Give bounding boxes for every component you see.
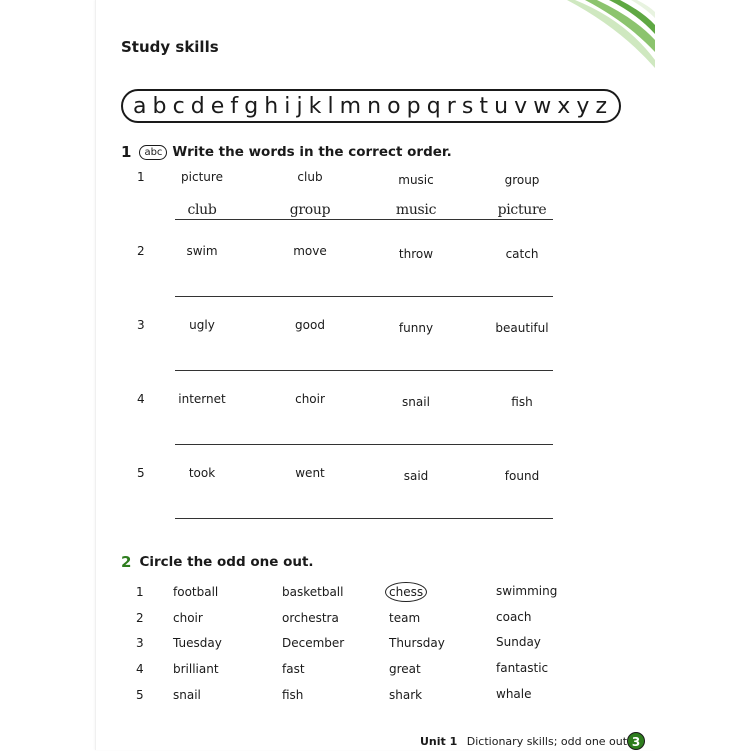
odd-one-out-option[interactable]: Sunday [496,635,541,649]
alphabet-letter: r [446,93,456,119]
exercise-1-title [121,143,452,161]
odd-one-out-option[interactable]: snail [173,688,201,702]
row-number: 1 [137,170,145,184]
odd-one-out-option[interactable]: basketball [282,585,344,599]
alphabet-letter: k [308,93,322,119]
alphabet-letter: u [494,93,509,119]
alphabet-letter: v [514,93,528,119]
exercise-2-title [121,553,314,571]
word: went [295,466,325,480]
odd-one-out-option[interactable]: coach [496,610,532,624]
alphabet-letter: o [387,93,401,119]
page-title: Study skills [121,38,219,56]
handwritten-answer: group [289,202,331,218]
page-footer [420,735,627,748]
word: fish [511,395,533,409]
word: throw [398,247,434,261]
odd-one-out-option[interactable]: swimming [496,584,558,598]
alphabet-letter: n [367,93,382,119]
word: move [293,244,327,258]
row-number: 2 [137,244,145,258]
abc-icon: abc [139,145,167,160]
word: catch [505,247,539,261]
alphabet-letter: d [190,93,205,119]
alphabet-letter: t [479,93,489,119]
odd-one-out-option[interactable]: fish [282,688,304,702]
word: ugly [189,318,215,332]
corner-decoration [545,0,655,70]
odd-one-out-option[interactable]: shark [389,688,423,702]
answer-line[interactable] [175,444,553,445]
odd-one-out-option[interactable]: team [389,611,421,625]
word: swim [186,244,218,258]
alphabet-letter: s [461,93,474,119]
row-number: 4 [137,392,145,406]
word: found [504,469,540,483]
answer-line[interactable] [175,370,553,371]
row-number: 3 [136,636,144,650]
word: good [295,318,325,332]
word: beautiful [495,321,549,335]
row-number: 1 [136,585,144,599]
alphabet-letter: i [284,93,291,119]
odd-one-out-option[interactable]: whale [496,687,532,701]
answer-circle [385,582,427,602]
alphabet-letter: f [230,93,239,119]
row-number: 5 [136,688,144,702]
alphabet-letter: m [339,93,362,119]
word: club [297,170,323,184]
odd-one-out-option[interactable]: great [389,662,421,676]
row-number: 2 [136,611,144,625]
word: choir [295,392,325,406]
exercise-number: 2 [121,553,132,571]
odd-one-out-option[interactable]: fantastic [496,661,549,675]
odd-one-out-option[interactable]: orchestra [282,611,339,625]
alphabet-letter: g [244,93,259,119]
handwritten-answer: club [187,202,217,218]
row-number: 4 [136,662,144,676]
exercise-instruction: Write the words in the correct order. [172,144,452,160]
answer-line[interactable] [175,296,553,297]
answer-line[interactable] [175,518,553,519]
alphabet-letter: c [172,93,185,119]
odd-one-out-option[interactable]: Tuesday [173,636,222,650]
odd-one-out-option[interactable]: fast [282,662,305,676]
row-number: 3 [137,318,145,332]
alphabet-letter: b [152,93,167,119]
word: picture [181,170,223,184]
word: internet [178,392,226,406]
alphabet-letter: x [557,93,571,119]
alphabet-strip [121,89,621,123]
page-number-badge: 3 [627,732,645,750]
word: funny [398,321,434,335]
alphabet-letter: y [576,93,590,119]
handwritten-answer: picture [497,202,547,218]
odd-one-out-option[interactable]: Thursday [389,636,445,650]
word: group [504,173,540,187]
alphabet-letter: l [327,93,334,119]
exercise-instruction: Circle the odd one out. [139,554,314,570]
alphabet-letter: j [296,93,303,119]
odd-one-out-option[interactable]: brilliant [173,662,219,676]
odd-one-out-option[interactable]: chess [389,585,424,599]
odd-one-out-option[interactable]: choir [173,611,203,625]
word: took [188,466,216,480]
alphabet-letter: p [406,93,421,119]
alphabet-letter: e [210,93,225,119]
word: said [403,469,429,483]
row-number: 5 [137,466,145,480]
handwritten-answer: music [395,202,437,218]
alphabet-letter: a [133,93,147,119]
odd-one-out-option[interactable]: December [282,636,345,650]
word: music [398,173,434,187]
alphabet-letter: z [595,93,607,119]
unit-topic: Dictionary skills; odd one out [466,735,628,748]
alphabet-letter: w [533,93,552,119]
odd-one-out-option[interactable]: football [173,585,219,599]
exercise-number: 1 [121,143,132,161]
alphabet-letter: q [426,93,441,119]
answer-line[interactable] [175,219,553,220]
alphabet-letter: h [264,93,279,119]
unit-label: Unit 1 [420,735,458,748]
word: snail [402,395,430,409]
